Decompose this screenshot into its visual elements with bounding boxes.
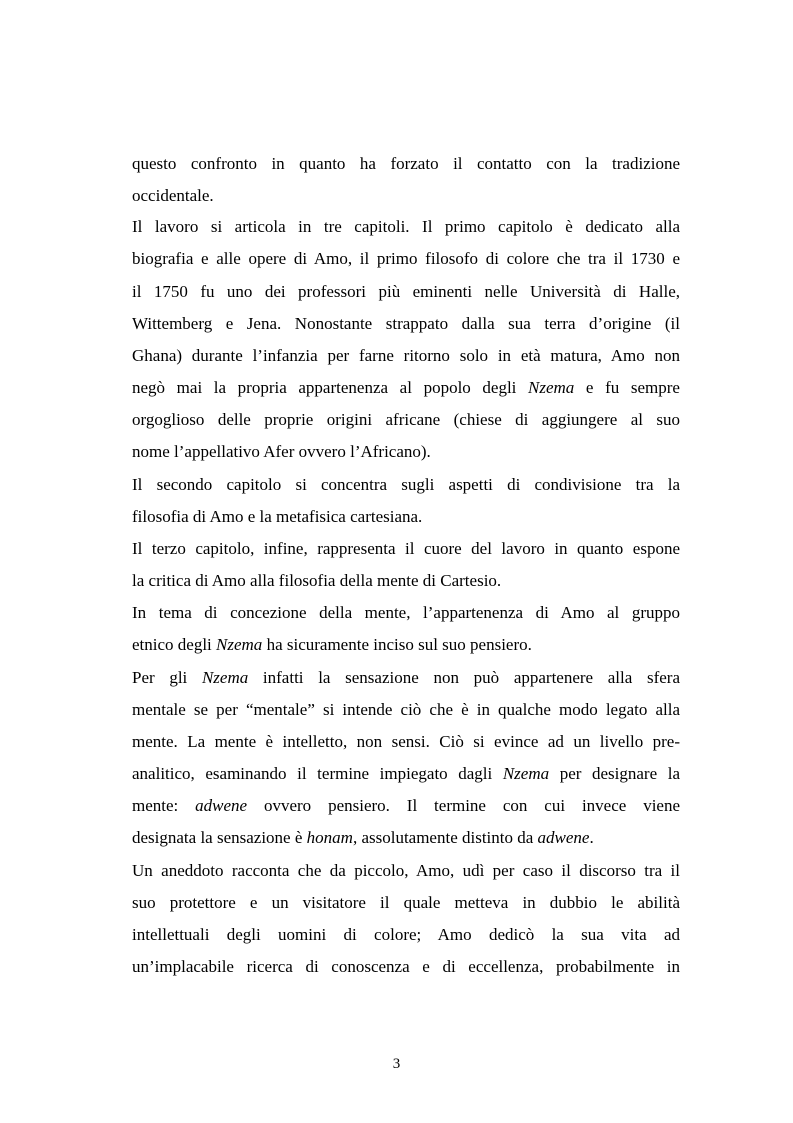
text-line: biografia e alle opere di Amo, il primo filosofo di colore che tra il 1730 e	[132, 249, 680, 268]
text-line: mente. La mente è intelletto, non sensi. Ciò si evince ad un livello pre-	[132, 732, 680, 751]
page-number: 3	[392, 1056, 401, 1072]
text-line: intellettuali degli uomini di colore; Amo dedicò la sua vita ad	[132, 925, 680, 944]
text-line: suo protettore e un visitatore il quale metteva in dubbio le abilità	[132, 893, 680, 912]
text-line: occidentale.	[132, 186, 214, 205]
text-line: il 1750 fu uno dei professori più eminenti nelle Università di Halle,	[132, 282, 680, 301]
text-line: Ghana) durante l’infanzia per farne ritorno solo in età matura, Amo non	[132, 346, 680, 365]
text-line: Il lavoro si articola in tre capitoli. Il primo capitolo è dedicato alla	[132, 217, 680, 236]
text-line: designata la sensazione è honam, assolutamente distinto da adwene.	[132, 828, 594, 847]
text-line: Per gli Nzema infatti la sensazione non può appartenere alla sfera	[132, 668, 681, 687]
text-line: nome l’appellativo Afer ovvero l’Africano).	[132, 442, 431, 461]
text-line: mente: adwene ovvero pensiero. Il termine con cui invece viene	[132, 796, 681, 815]
text-line: la critica di Amo alla filosofia della mente di Cartesio.	[132, 571, 502, 590]
text-line: filosofia di Amo e la metafisica cartesiana.	[132, 507, 423, 526]
text-line: Il secondo capitolo si concentra sugli aspetti di condivisione tra la	[132, 475, 680, 494]
text-line: questo confronto in quanto ha forzato il contatto con la tradizione	[132, 154, 680, 173]
text-line: un’implacabile ricerca di conoscenza e di eccellenza, probabilmente in	[132, 957, 680, 976]
text-line: orgoglioso delle proprie origini africane (chiese di aggiungere al suo	[132, 410, 680, 429]
text-line: Il terzo capitolo, infine, rappresenta il cuore del lavoro in quanto espone	[132, 539, 680, 558]
text-line: Un aneddoto racconta che da piccolo, Amo, udì per caso il discorso tra il	[132, 861, 680, 880]
text-line: mentale se per “mentale” si intende ciò che è in qualche modo legato alla	[132, 700, 680, 719]
text-line: negò mai la propria appartenenza al popolo degli Nzema e fu sempre	[132, 378, 680, 397]
text-line: analitico, esaminando il termine impiegato dagli Nzema per designare la	[132, 764, 680, 783]
text-line: Wittemberg e Jena. Nonostante strappato dalla sua terra d’origine (il	[132, 314, 680, 333]
text-line: In tema di concezione della mente, l’appartenenza di Amo al gruppo	[132, 603, 680, 622]
text-line: etnico degli Nzema ha sicuramente inciso sul suo pensiero.	[132, 635, 532, 654]
